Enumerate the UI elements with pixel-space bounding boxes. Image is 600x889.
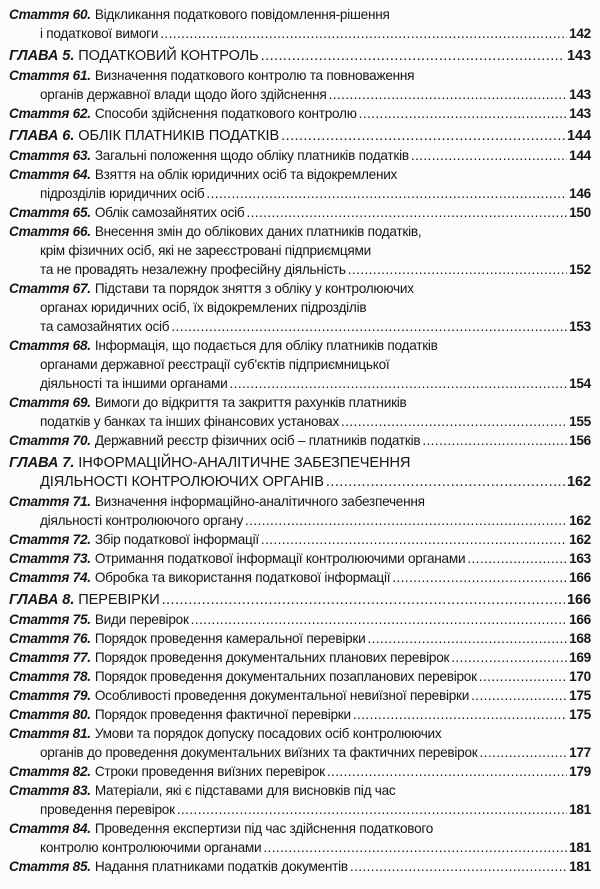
entry-title: ІНФОРМАЦІЙНО-АНАЛІТИЧНЕ ЗАБЕЗПЕЧЕННЯ [78,455,411,471]
entry-title: Підстави та порядок зняття з обліку у контролюючих [94,281,414,296]
page-number: 168 [569,631,591,646]
dot-leader [327,762,567,781]
dot-leader [411,146,567,165]
entry-title: ПЕРЕВІРКИ [78,592,160,608]
page-number: 175 [569,688,591,703]
toc-line [9,591,591,610]
dot-leader [245,511,567,530]
entry-label: Стаття 67. [9,281,91,296]
toc-article[interactable] [9,146,591,165]
toc-chapter[interactable] [9,591,591,610]
toc-line [9,47,591,66]
toc-article[interactable] [9,724,591,762]
dot-leader [479,667,567,686]
toc-line [9,104,591,123]
toc-line [9,85,591,104]
toc-line [9,431,591,450]
toc-chapter[interactable] [9,454,591,492]
entry-title: Визначення інформаційно-аналітичного забезпечення [94,494,425,509]
toc-article[interactable] [9,431,591,450]
toc-line [9,568,591,587]
entry-label: Стаття 77. [9,650,91,665]
entry-label: Стаття 83. [9,783,91,798]
dot-leader [160,24,567,43]
toc-line [9,530,591,549]
dot-leader [229,374,567,393]
toc-line [9,857,591,876]
entry-title: контролю контролюючими органами [40,840,262,855]
page-number: 150 [569,205,591,220]
toc-article[interactable] [9,686,591,705]
dot-leader [348,260,567,279]
toc-article[interactable] [9,279,591,336]
toc-line [9,705,591,724]
page-number: 181 [569,859,591,874]
toc-line [9,648,591,667]
toc-line [9,260,591,279]
toc-line [9,355,591,374]
toc-article[interactable] [9,165,591,203]
page-number: 162 [569,513,591,528]
dot-leader [171,317,567,336]
dot-leader [359,104,567,123]
entry-label: ГЛАВА 6. [9,128,75,144]
page-number: 144 [566,128,591,144]
dot-leader [263,838,567,857]
dot-leader [206,184,567,203]
toc-article[interactable] [9,492,591,530]
dot-leader [246,203,567,222]
entry-title: Види перевірок [94,612,189,627]
toc-article[interactable] [9,549,591,568]
entry-label: Стаття 81. [9,726,91,741]
toc-article[interactable] [9,781,591,819]
page-number: 152 [569,262,591,277]
entry-title: Способи здійснення податкового контролю [94,106,357,121]
toc-chapter[interactable] [9,127,591,146]
toc-line [9,5,591,24]
toc-line [9,336,591,355]
entry-label: ГЛАВА 7. [9,455,75,471]
page-number: 162 [569,532,591,547]
page-number: 143 [569,106,591,121]
toc-article[interactable] [9,705,591,724]
page-number: 166 [569,570,591,585]
toc-line [9,66,591,85]
toc-line [9,473,591,492]
toc-article[interactable] [9,203,591,222]
entry-title: органів до проведення документальних виїзних та фактичних перевірок [40,745,478,760]
entry-title: Облік самозайнятих осіб [94,205,245,220]
entry-title: ДІЯЛЬНОСТІ КОНТРОЛЮЮЧИХ ОРГАНІВ [40,474,324,490]
entry-label: ГЛАВА 5. [9,48,75,64]
toc-article[interactable] [9,568,591,587]
toc-line [9,800,591,819]
entry-label: Стаття 78. [9,669,91,684]
toc-article[interactable] [9,104,591,123]
page-number: 170 [569,669,591,684]
dot-leader [177,800,567,819]
toc-line [9,762,591,781]
entry-label: Стаття 74. [9,570,91,585]
page-number: 175 [569,707,591,722]
entry-title: Порядок проведення документальних планових перевірок [94,650,450,665]
toc-article[interactable] [9,393,591,431]
toc-line [9,743,591,762]
page-number: 177 [569,745,591,760]
toc-line [9,127,591,146]
entry-title: Проведення експертизи під час здійснення податкового [94,821,434,836]
toc-line [9,610,591,629]
entry-title: ПОДАТКОВИЙ КОНТРОЛЬ [78,48,259,64]
entry-label: Стаття 85. [9,859,91,874]
entry-title: податків у банках та інших фінансових установах [40,414,340,429]
toc-line [9,241,591,260]
toc-line [9,492,591,511]
dot-leader [191,610,567,629]
toc-article[interactable] [9,222,591,279]
entry-title: органами державної реєстрації суб'єктів підприємницької [40,357,390,372]
toc-article[interactable] [9,857,591,876]
toc-article[interactable] [9,530,591,549]
toc-line [9,279,591,298]
page-number: 169 [569,650,591,665]
toc-article[interactable] [9,66,591,104]
dot-leader [326,473,565,492]
entry-title: Загальні положення щодо обліку платників податків [94,148,409,163]
toc-line [9,454,591,473]
entry-title: Відкликання податкового повідомлення-рішення [94,7,390,22]
toc-line [9,667,591,686]
entry-label: Стаття 65. [9,205,91,220]
entry-title: Умови та порядок допуску посадових осіб контролюючих [94,726,442,741]
entry-label: Стаття 73. [9,551,91,566]
toc-article[interactable] [9,610,591,629]
entry-label: Стаття 72. [9,532,91,547]
toc-line [9,165,591,184]
page-number: 144 [569,148,591,163]
entry-title: Взяття на облік юридичних осіб та відокремлених [94,167,398,182]
toc-chapter[interactable] [9,47,591,66]
entry-label: Стаття 76. [9,631,91,646]
page-number: 146 [569,186,591,201]
toc-line [9,317,591,336]
dot-leader [367,629,567,648]
dot-leader [281,127,565,146]
entry-label: Стаття 68. [9,338,91,353]
dot-leader [350,857,567,876]
page-number: 181 [569,802,591,817]
entry-label: Стаття 75. [9,612,91,627]
toc-line [9,203,591,222]
dot-leader [261,47,565,66]
dot-leader [162,591,565,610]
entry-title: крім фізичних осіб, які не зареєстровані підприємцями [40,243,371,258]
page-number: 143 [569,87,591,102]
entry-label: Стаття 82. [9,764,91,779]
entry-title: Надання платниками податків документів [94,859,348,874]
dot-leader [471,686,567,705]
entry-title: та не провадять незалежну професійну діяльність [40,262,346,277]
entry-title: проведення перевірок [40,802,175,817]
toc-line [9,781,591,800]
entry-label: Стаття 70. [9,433,91,448]
entry-label: Стаття 80. [9,707,91,722]
page-number: 179 [569,764,591,779]
toc-article[interactable] [9,667,591,686]
toc-line [9,549,591,568]
page-number: 154 [569,376,591,391]
toc-line [9,724,591,743]
page-number: 153 [569,319,591,334]
toc-line [9,393,591,412]
entry-title: діяльності контролюючого органу [40,513,243,528]
page-number: 162 [566,474,591,490]
entry-title: Обробка та використання податкової інформації [94,570,391,585]
toc-line [9,374,591,393]
entry-title: Матеріали, які є підставами для висновків під час [94,783,396,798]
toc-article[interactable] [9,336,591,393]
page-number: 166 [566,592,591,608]
entry-label: Стаття 64. [9,167,91,182]
toc-line [9,184,591,203]
entry-title: Порядок проведення камеральної перевірки [94,631,366,646]
toc-line [9,629,591,648]
entry-label: Стаття 62. [9,106,91,121]
page-number: 143 [566,48,591,64]
entry-label: Стаття 79. [9,688,91,703]
toc-article[interactable] [9,629,591,648]
entry-title: Отримання податкової інформації контролюючими органами [94,551,466,566]
entry-label: ГЛАВА 8. [9,592,75,608]
toc-line [9,412,591,431]
entry-title: органах юридичних осіб, їх відокремлених підрозділів [40,300,367,315]
toc-line [9,24,591,43]
page-number: 155 [569,414,591,429]
entry-title: ОБЛІК ПЛАТНИКІВ ПОДАТКІВ [78,128,280,144]
dot-leader [392,568,567,587]
entry-title: та самозайнятих осіб [40,319,170,334]
entry-label: Стаття 84. [9,821,91,836]
toc-line [9,511,591,530]
toc-line [9,819,591,838]
entry-label: Стаття 63. [9,148,91,163]
table-of-contents [9,5,591,876]
entry-label: Стаття 61. [9,68,91,83]
toc-line [9,222,591,241]
page-number: 166 [569,612,591,627]
entry-title: Порядок проведення документальних позапланових перевірок [94,669,477,684]
toc-line [9,686,591,705]
toc-line [9,298,591,317]
entry-label: Стаття 66. [9,224,91,239]
entry-title: Порядок проведення фактичної перевірки [94,707,351,722]
page-number: 142 [569,26,591,41]
entry-label: Стаття 71. [9,494,91,509]
entry-title: Визначення податкового контролю та повноваження [94,68,415,83]
entry-title: і податкової вимоги [40,26,159,41]
dot-leader [353,705,567,724]
dot-leader [451,648,567,667]
entry-label: Стаття 60. [9,7,91,22]
dot-leader [341,412,567,431]
dot-leader [261,530,567,549]
entry-title: органів державної влади щодо його здійснення [40,87,327,102]
entry-title: Збір податкової інформації [94,532,259,547]
entry-title: Внесення змін до облікових даних платників податків, [94,224,422,239]
toc-article[interactable] [9,648,591,667]
toc-article[interactable] [9,819,591,857]
dot-leader [422,431,567,450]
entry-title: підрозділів юридичних осіб [40,186,205,201]
toc-article[interactable] [9,5,591,43]
entry-title: діяльності та іншими органами [40,376,228,391]
page-number: 163 [569,551,591,566]
entry-label: Стаття 69. [9,395,91,410]
entry-title: Вимоги до відкриття та закриття рахунків платників [94,395,407,410]
entry-title: Інформація, що подається для обліку платників податків [94,338,438,353]
entry-title: Державний реєстр фізичних осіб – платників податків [94,433,421,448]
page-number: 156 [569,433,591,448]
dot-leader [329,85,568,104]
toc-article[interactable] [9,762,591,781]
toc-line [9,146,591,165]
page-number: 181 [569,840,591,855]
entry-title: Строки проведення виїзних перевірок [94,764,325,779]
dot-leader [480,743,568,762]
dot-leader [467,549,567,568]
entry-title: Особливості проведення документальної невиїзної перевірки [94,688,470,703]
toc-line [9,838,591,857]
